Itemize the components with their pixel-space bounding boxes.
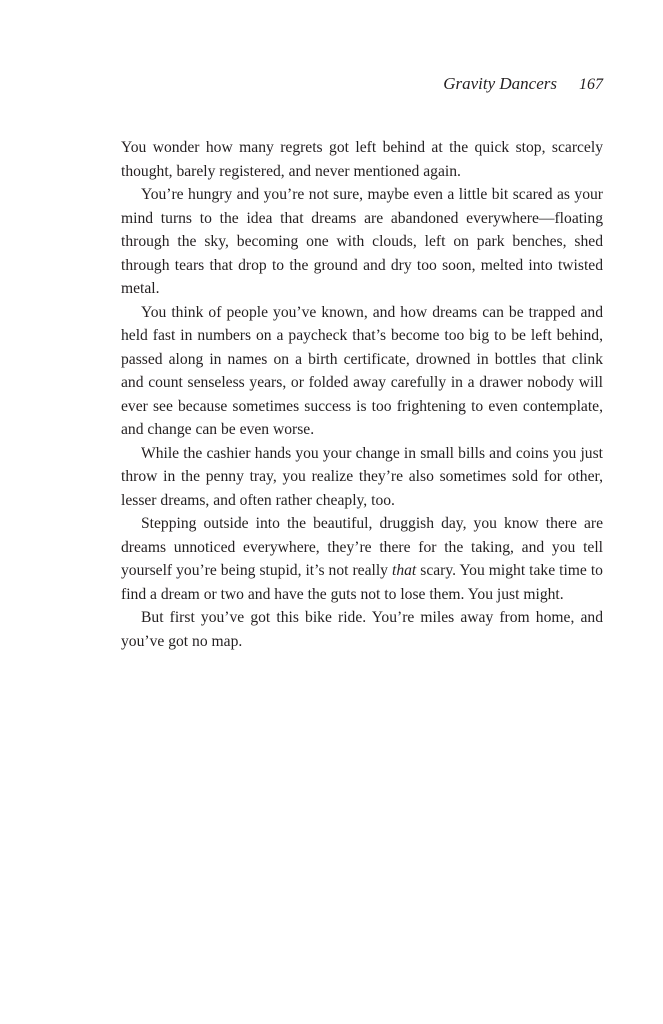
paragraph-2: You’re hungry and you’re not sure, maybe even a little bit scared as your mind turns to the idea that dreams are abandoned everywhere—floating through the sky, becoming one with clouds, left on park benches, shed through tears that drop to the ground and dry too soon, melted into twisted metal. — [121, 186, 603, 297]
page-number: 167 — [579, 76, 603, 93]
paragraph-5-text-before: Stepping outside into the beautiful, druggish day, you know there are dreams unnoticed everywhere, they’re there for the taking, and you tell yourself you’re being stupid, it’s not really — [121, 515, 603, 579]
paragraph-1: You wonder how many regrets got left behind at the quick stop, scarcely thought, barely registered, and never mentioned again. — [121, 139, 603, 180]
body-text — [121, 136, 603, 653]
paragraph-5 — [121, 512, 603, 606]
paragraph-5-text-after: scary. You might take time to find a dream or two and have the guts not to lose them. You just might. — [121, 562, 603, 603]
paragraph-4: While the cashier hands you your change in small bills and coins you just throw in the penny tray, you realize they’re also sometimes sold for other, lesser dreams, and often rather cheaply, too. — [121, 444, 603, 509]
running-head-title: Gravity Dancers — [443, 74, 557, 93]
running-head — [443, 72, 603, 97]
paragraph-3: You think of people you’ve known, and how dreams can be trapped and held fast in numbers on a paycheck that’s become too big to be left behind, passed along in names on a birth certificate, drowned in bottles that clink and count senseless years, or folded away carefully in a drawer nobody will ever see because sometimes success is too frightening to even contemplate, and change can be even worse. — [121, 303, 603, 438]
paragraph-6: But first you’ve got this bike ride. You’re miles away from home, and you’ve got no map. — [121, 609, 603, 650]
paragraph-5-emphasis: that — [391, 562, 417, 579]
